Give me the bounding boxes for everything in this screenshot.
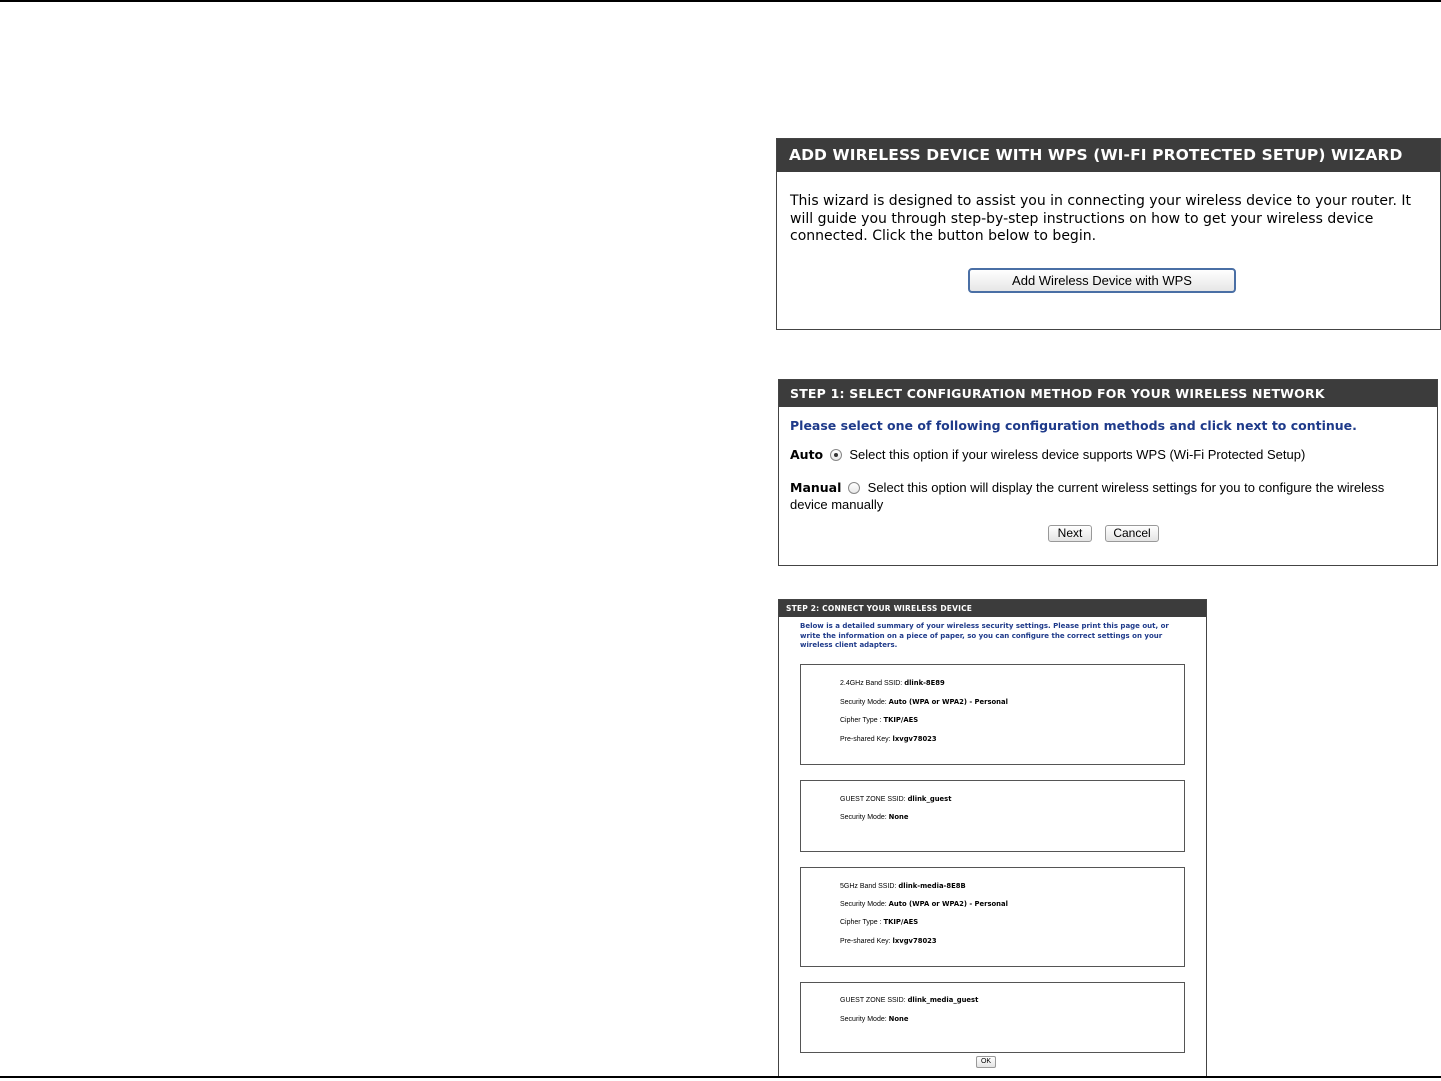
wps-wizard-panel xyxy=(776,138,1441,330)
next-button[interactable]: Next xyxy=(1048,525,1092,542)
guest5-mode-row: Security Mode: None xyxy=(840,1015,909,1023)
guest24-ssid-row: GUEST ZONE SSID: dlink_guest xyxy=(840,795,952,803)
band24-key-row: Pre-shared Key: lxvgv78023 xyxy=(840,735,937,743)
manual-label: Manual xyxy=(790,480,842,495)
band5-ssid-row: 5GHz Band SSID: dlink-media-8E8B xyxy=(840,882,966,890)
step1-title: STEP 1: SELECT CONFIGURATION METHOD FOR YOUR WIRELESS NETWORK xyxy=(779,380,1437,407)
band24-cipher-row: Cipher Type : TKIP/AES xyxy=(840,716,919,724)
guest24-settings-box xyxy=(800,780,1185,852)
guest5-ssid-row: GUEST ZONE SSID: dlink_media_guest xyxy=(840,996,979,1004)
ok-button[interactable]: OK xyxy=(976,1056,996,1068)
auto-radio[interactable] xyxy=(830,449,842,461)
guest24-mode-row: Security Mode: None xyxy=(840,813,909,821)
step2-title: STEP 2: CONNECT YOUR WIRELESS DEVICE xyxy=(779,600,1206,617)
band5-key-row: Pre-shared Key: lxvgv78023 xyxy=(840,937,937,945)
step2-panel xyxy=(778,599,1207,1076)
band5-mode-row: Security Mode: Auto (WPA or WPA2) - Personal xyxy=(840,900,1008,908)
band5-cipher-row: Cipher Type : TKIP/AES xyxy=(840,918,919,926)
band24-settings-box xyxy=(800,664,1185,765)
step2-summary: Below is a detailed summary of your wireless security settings. Please print this page out, or write the information on a piece of paper, so you can configure the correct settings on your wireless client adapters. xyxy=(800,622,1169,649)
top-rule xyxy=(0,0,1441,2)
auto-label: Auto xyxy=(790,447,824,462)
auto-description: Select this option if your wireless device supports WPS (Wi-Fi Protected Setup) xyxy=(849,447,1306,462)
band24-mode-row: Security Mode: Auto (WPA or WPA2) - Personal xyxy=(840,698,1008,706)
cancel-button[interactable]: Cancel xyxy=(1105,525,1159,542)
auto-option xyxy=(790,446,1305,463)
wps-wizard-description: This wizard is designed to assist you in connecting your wireless device to your router. It will guide you through step-by-step instructions on how to get your wireless device connected. Click the button below to begin. xyxy=(790,193,1412,244)
step1-panel xyxy=(778,379,1438,566)
bottom-rule xyxy=(0,1076,1441,1078)
add-wireless-device-button[interactable]: Add Wireless Device with WPS xyxy=(968,268,1236,293)
guest5-settings-box xyxy=(800,982,1185,1053)
band24-ssid-row: 2.4GHz Band SSID: dlink-8E89 xyxy=(840,679,945,687)
manual-radio[interactable] xyxy=(848,482,860,494)
manual-option xyxy=(790,479,1420,513)
step1-instruction: Please select one of following configuration methods and click next to continue. xyxy=(790,418,1357,433)
wps-wizard-title: ADD WIRELESS DEVICE WITH WPS (WI-FI PROTECTED SETUP) WIZARD xyxy=(777,139,1440,172)
manual-description: Select this option will display the current wireless settings for you to configure the wireless device manually xyxy=(790,480,1385,512)
band5-settings-box xyxy=(800,867,1185,967)
